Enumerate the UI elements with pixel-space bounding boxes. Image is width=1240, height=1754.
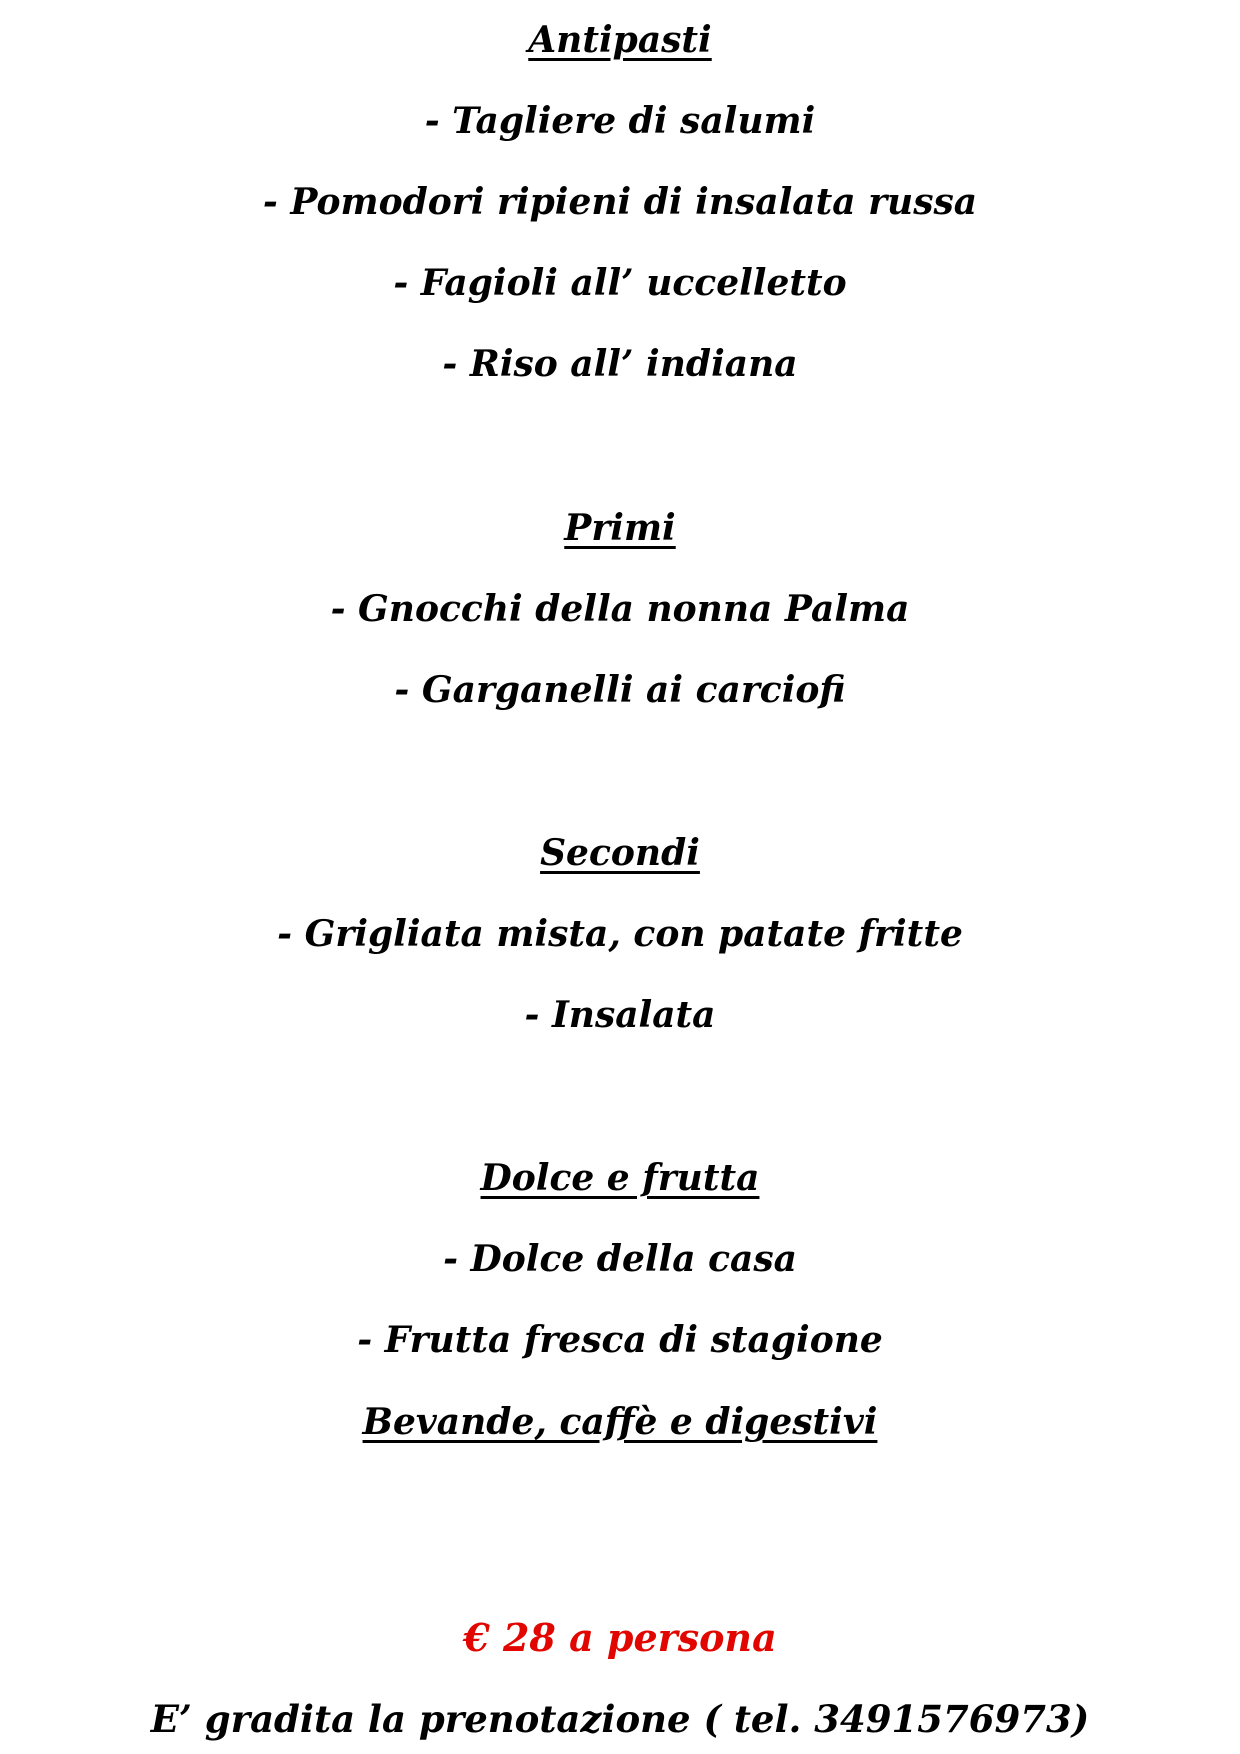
price-per-person: € 28 a persona bbox=[463, 1615, 777, 1660]
menu-item-insalata: - Insalata bbox=[524, 994, 716, 1036]
section-title-antipasti: Antipasti bbox=[528, 19, 712, 61]
drinks-heading: Bevande, caffè e digestivi bbox=[362, 1401, 878, 1443]
menu-item-dolce: - Dolce della casa bbox=[443, 1238, 797, 1280]
menu-item-pomodori: - Pomodori ripieni di insalata russa bbox=[262, 181, 978, 223]
section-title-primi: Primi bbox=[564, 507, 676, 549]
section-title-dolce-frutta: Dolce e frutta bbox=[480, 1157, 760, 1199]
menu-item-garganelli: - Garganelli ai carciofi bbox=[394, 669, 846, 711]
menu-item-gnocchi: - Gnocchi della nonna Palma bbox=[330, 588, 910, 630]
menu-item-frutta: - Frutta fresca di stagione bbox=[357, 1319, 883, 1361]
menu-item-grigliata: - Grigliata mista, con patate fritte bbox=[277, 913, 963, 955]
menu-item-tagliere: - Tagliere di salumi bbox=[424, 100, 816, 142]
section-title-secondi: Secondi bbox=[540, 832, 700, 874]
menu-item-fagioli: - Fagioli all’ uccelletto bbox=[393, 262, 847, 304]
menu-item-riso: - Riso all’ indiana bbox=[442, 343, 798, 385]
booking-note: E’ gradita la prenotazione ( tel. 3491576973) bbox=[150, 1697, 1090, 1741]
